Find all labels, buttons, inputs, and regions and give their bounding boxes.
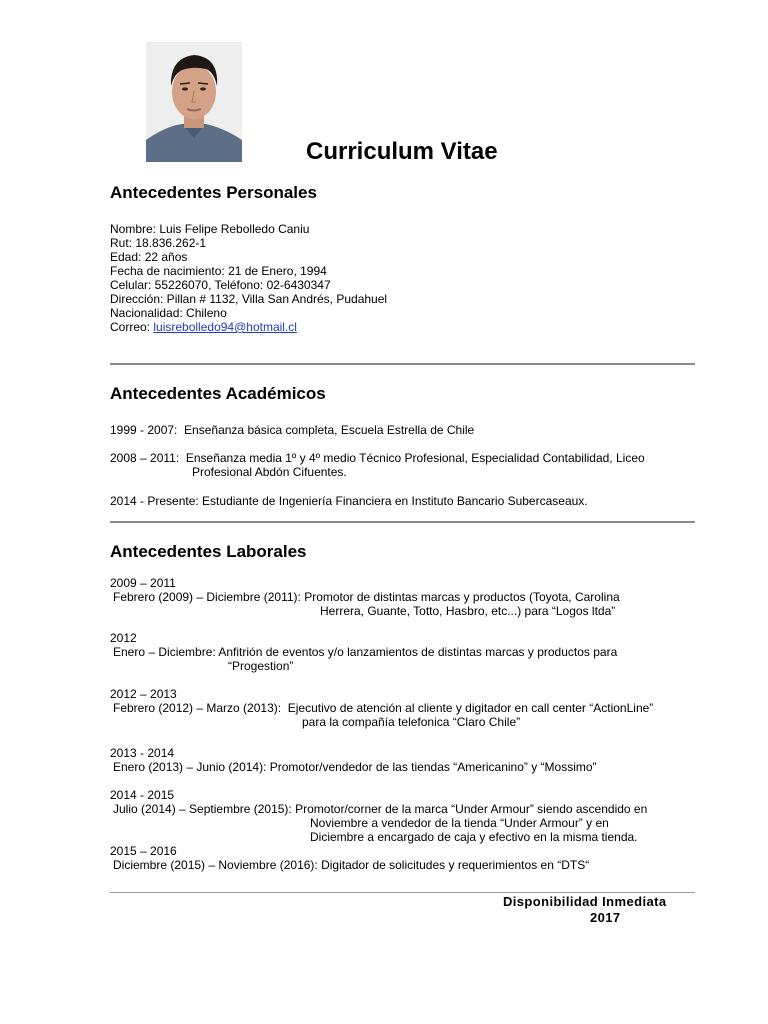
personal-line: Fecha de nacimiento: 21 de Enero, 1994 bbox=[110, 264, 327, 278]
work-heading: Antecedentes Laborales bbox=[110, 542, 307, 561]
work-line: para la compañía telefonica “Claro Chile” bbox=[302, 715, 521, 729]
email-link[interactable]: luisrebolledo94@hotmail.cl bbox=[153, 320, 297, 334]
personal-line: Edad: 22 años bbox=[110, 250, 188, 264]
availability-label: Disponibilidad Inmediata bbox=[503, 894, 667, 909]
section-divider bbox=[110, 363, 695, 365]
email-row bbox=[110, 320, 387, 334]
work-period: 2015 – 2016 bbox=[110, 844, 177, 858]
work-entry bbox=[110, 746, 597, 774]
work-period: 2013 - 2014 bbox=[110, 746, 175, 760]
personal-details bbox=[110, 222, 387, 334]
page-title: Curriculum Vitae bbox=[306, 138, 498, 165]
academic-entry bbox=[110, 423, 474, 437]
section-divider bbox=[110, 521, 695, 523]
work-entry bbox=[110, 788, 647, 844]
academic-entry bbox=[110, 451, 645, 479]
personal-heading: Antecedentes Personales bbox=[110, 183, 317, 202]
work-period: 2012 – 2013 bbox=[110, 687, 177, 701]
work-entry bbox=[110, 631, 617, 673]
work-line: Enero – Diciembre: Anfitrión de eventos y/o lanzamientos de distintas marcas y productos para bbox=[113, 645, 618, 659]
profile-photo bbox=[146, 42, 242, 162]
academic-line: 2008 – 2011: Enseñanza media 1º y 4º medio Técnico Profesional, Especialidad Contabilidad, Liceo bbox=[110, 451, 645, 465]
section-divider bbox=[110, 892, 695, 893]
personal-line: Dirección: Pillan # 1132, Villa San Andrés, Pudahuel bbox=[110, 292, 388, 306]
work-line: Diciembre (2015) – Noviembre (2016): Digitador de solicitudes y requerimientos en “DTS“ bbox=[113, 858, 590, 872]
academic-line: Profesional Abdón Cifuentes. bbox=[192, 465, 347, 479]
work-period: 2009 – 2011 bbox=[110, 576, 176, 590]
personal-line: Nacionalidad: Chileno bbox=[110, 306, 227, 320]
academic-entry bbox=[110, 494, 588, 508]
work-entry bbox=[110, 844, 589, 872]
work-line: Febrero (2012) – Marzo (2013): Ejecutivo de atención al cliente y digitador en call center “ActionLine” bbox=[113, 701, 654, 715]
work-line: Herrera, Guante, Totto, Hasbro, etc...) para “Logos ltda” bbox=[320, 604, 616, 618]
academic-line: 1999 - 2007: Enseñanza básica completa, Escuela Estrella de Chile bbox=[110, 423, 475, 437]
personal-line: Celular: 55226070, Teléfono: 02-6430347 bbox=[110, 278, 331, 292]
work-line: Julio (2014) – Septiembre (2015): Promotor/corner de la marca “Under Armour” siendo ascendido en bbox=[113, 802, 648, 816]
work-line: Noviembre a vendedor de la tienda “Under Armour” y en bbox=[310, 816, 609, 830]
availability-year: 2017 bbox=[590, 910, 621, 925]
work-line: “Progestion” bbox=[228, 659, 294, 673]
personal-line: Rut: 18.836.262-1 bbox=[110, 236, 207, 250]
work-line: Diciembre a encargado de caja y efectivo en la misma tienda. bbox=[310, 830, 638, 844]
work-line: Enero (2013) – Junio (2014): Promotor/vendedor de las tiendas “Americanino” y “Mossimo” bbox=[113, 760, 597, 774]
work-period: 2012 bbox=[110, 631, 137, 645]
personal-line: Nombre: Luis Felipe Rebolledo Caniu bbox=[110, 222, 310, 236]
email-label: Correo: bbox=[110, 320, 154, 334]
work-entry bbox=[110, 576, 620, 618]
work-line: Febrero (2009) – Diciembre (2011): Promotor de distintas marcas y productos (Toyota, Carolina bbox=[113, 590, 620, 604]
academic-heading: Antecedentes Académicos bbox=[110, 384, 326, 403]
work-entry bbox=[110, 687, 653, 729]
work-period: 2014 - 2015 bbox=[110, 788, 175, 802]
academic-line: 2014 - Presente: Estudiante de Ingeniería Financiera en Instituto Bancario Subercaseaux. bbox=[110, 494, 588, 508]
